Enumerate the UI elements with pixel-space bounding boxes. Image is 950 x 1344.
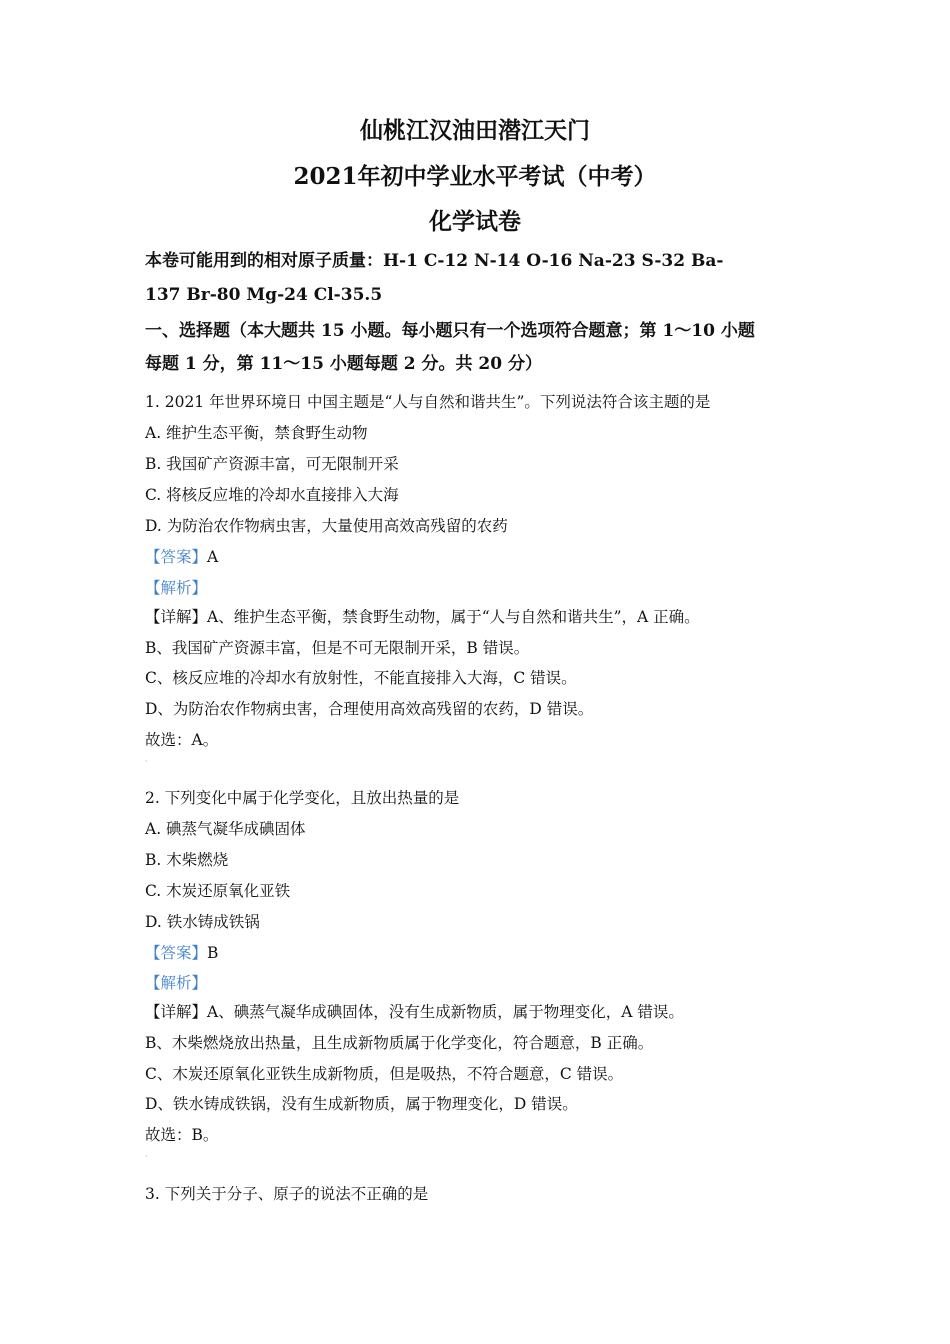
q1-analysis-tag: 【解析】 (145, 579, 208, 597)
q1-detail-c: C、核反应堆的冷却水有放射性，不能直接排入大海，C 错误。 (145, 669, 577, 687)
q1-option-c: C. 将核反应堆的冷却水直接排入大海 (145, 486, 399, 504)
q2-detail-d: D、铁水铸成铁锅，没有生成新物质，属于物理变化，D 错误。 (145, 1095, 578, 1113)
section-heading-line-1: 一、选择题（本大题共 15 小题。每小题只有一个选项符合题意；第 1～10 小题 (145, 321, 755, 341)
paragraph-mark: · (145, 1152, 148, 1161)
exam-title-region: 仙桃江汉油田潜江天门 (360, 117, 590, 144)
q1-detail-b: B、我国矿产资源丰富，但是不可无限制开采，B 错误。 (145, 639, 530, 657)
q2-stem: 2. 下列变化中属于化学变化，且放出热量的是 (145, 789, 460, 807)
q3-stem: 3. 下列关于分子、原子的说法不正确的是 (145, 1185, 429, 1203)
q1-answer-value: A (207, 548, 219, 566)
atomic-mass-line-1: 本卷可能用到的相对原子质量：H-1 C-12 N-14 O-16 Na-23 S-32 Ba- (145, 251, 724, 271)
q1-option-a: A. 维护生态平衡，禁食野生动物 (145, 424, 368, 442)
q2-option-c: C. 木炭还原氧化亚铁 (145, 882, 291, 900)
q1-answer-tag: 【答案】 (145, 548, 208, 566)
q2-detail-c: C、木炭还原氧化亚铁生成新物质，但是吸热，不符合题意，C 错误。 (145, 1065, 624, 1083)
q2-detail-tag: 【详解】 (145, 1003, 208, 1021)
q1-option-d: D. 为防治农作物病虫害，大量使用高效高残留的农药 (145, 517, 508, 535)
q2-choose: 故选：B。 (145, 1126, 219, 1144)
paragraph-mark: · (145, 757, 148, 766)
q2-detail-a-text: A、碘蒸气凝华成碘固体，没有生成新物质，属于物理变化，A 错误。 (207, 1003, 684, 1021)
q2-option-b: B. 木柴燃烧 (145, 851, 229, 869)
q1-detail-tag: 【详解】 (145, 608, 208, 626)
q2-detail-a (145, 1001, 825, 1023)
exam-title-subject: 化学试卷 (429, 208, 521, 235)
q2-answer-tag: 【答案】 (145, 944, 208, 962)
q2-answer (145, 942, 825, 964)
q1-detail-a-text: A、维护生态平衡，禁食野生动物，属于“人与自然和谐共生”，A 正确。 (207, 608, 700, 626)
q2-option-d: D. 铁水铸成铁锅 (145, 913, 260, 931)
q1-detail-d: D、为防治农作物病虫害，合理使用高效高残留的农药，D 错误。 (145, 700, 594, 718)
q2-detail-b: B、木柴燃烧放出热量，且生成新物质属于化学变化，符合题意，B 正确。 (145, 1034, 654, 1052)
q1-choose: 故选：A。 (145, 731, 219, 749)
exam-title-year: 2021年初中学业水平考试（中考） (293, 163, 657, 190)
q1-stem: 1. 2021 年世界环境日 中国主题是“人与自然和谐共生”。下列说法符合该主题的是 (145, 393, 711, 411)
q2-analysis-tag: 【解析】 (145, 974, 208, 992)
q1-detail-a (145, 606, 825, 628)
q1-option-b: B. 我国矿产资源丰富，可无限制开采 (145, 455, 399, 473)
section-heading-line-2: 每题 1 分，第 11～15 小题每题 2 分。共 20 分） (145, 354, 542, 374)
q1-answer (145, 546, 825, 568)
atomic-mass-line-2: 137 Br-80 Mg-24 Cl-35.5 (145, 285, 383, 305)
q2-answer-value: B (207, 944, 219, 962)
q2-option-a: A. 碘蒸气凝华成碘固体 (145, 820, 306, 838)
